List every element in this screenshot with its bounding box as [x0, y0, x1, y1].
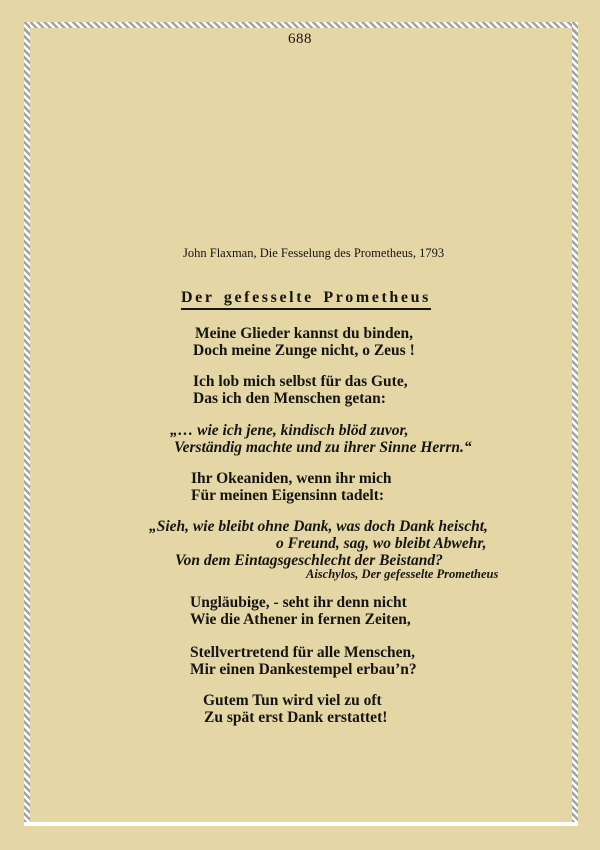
- figure-caption: John Flaxman, Die Fesselung des Prometheus, 1793: [183, 246, 445, 260]
- stanza-7: [0, 644, 600, 678]
- poem-line: Zu spät erst Dank erstattet!: [204, 709, 388, 726]
- stanza-2: [0, 373, 600, 407]
- stanza-6: [0, 594, 600, 628]
- poem-line: Meine Glieder kannst du binden,: [195, 325, 414, 342]
- poem-line: Mir einen Dankestempel erbau’n?: [190, 661, 417, 678]
- poem-line: „Sieh, wie bleibt ohne Dank, was doch Dank heischt,: [149, 518, 488, 535]
- stanza-8: [0, 692, 600, 726]
- stanza-3: [0, 422, 600, 456]
- poem-line: Ihr Okeaniden, wenn ihr mich: [191, 470, 392, 487]
- poem-line: Für meinen Eigensinn tadelt:: [191, 487, 385, 504]
- poem-title: Der gefesselte Prometheus: [181, 289, 431, 310]
- poem-line: Wie die Athener in fernen Zeiten,: [190, 611, 411, 628]
- poem-line: Verständig machte und zu ihrer Sinne Herrn.“: [174, 439, 472, 456]
- border-stripe-top: [24, 22, 578, 28]
- stanza-1: [0, 325, 600, 359]
- poem-line: Ich lob mich selbst für das Gute,: [193, 373, 408, 390]
- poem-line: Das ich den Menschen getan:: [193, 390, 386, 407]
- poem-title-wrap: [181, 289, 431, 310]
- poem-line: o Freund, sag, wo bleibt Abwehr,: [276, 535, 487, 552]
- poem-line: Gutem Tun wird viel zu oft: [203, 692, 382, 709]
- poem-attribution: Aischylos, Der gefesselte Prometheus: [306, 567, 499, 581]
- poem-line: Doch meine Zunge nicht, o Zeus !: [193, 342, 415, 359]
- page-number: 688: [288, 31, 312, 47]
- poem-line: Von dem Eintagsgeschlecht der Beistand?: [175, 552, 443, 569]
- border-bottom-line: [24, 822, 578, 826]
- poem-line: Stellvertretend für alle Menschen,: [190, 644, 415, 661]
- stanza-5: [0, 518, 600, 569]
- stanza-4: [0, 470, 600, 504]
- poem-line: Ungläubige, - seht ihr denn nicht: [190, 594, 407, 611]
- poem-line: „… wie ich jene, kindisch blöd zuvor,: [170, 422, 409, 439]
